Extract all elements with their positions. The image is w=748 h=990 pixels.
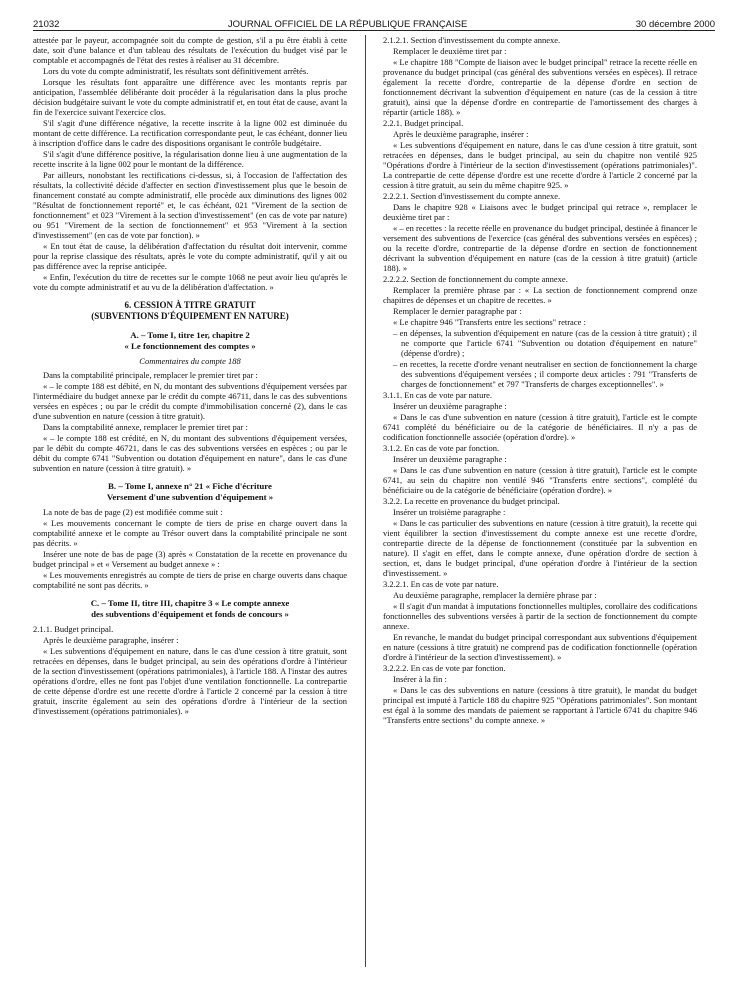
- paragraph: « Le chapitre 946 "Transferts entre les sections" retrace :: [393, 317, 586, 327]
- heading-line: des subventions d'équipement et fonds de concours »: [91, 608, 289, 619]
- paragraph: « En tout état de cause, la délibération d'affectation du résultat doit intervenir, comme pour la reprise classique des résultats, après le vote du compte administratif, qu'il y ait ou pas différence avec la reprise anticipée.: [33, 241, 347, 271]
- paragraph: attestée par le payeur, accompagnée soit du compte de gestion, s'il a pu être établi à cette date, soit d'une balance et d'un tableau des résultats de l'exécution du budget visé par le comptable et accompagnés de l'état des restes à réaliser au 31 décembre.: [33, 35, 347, 65]
- paragraph: Remplacer le dernier paragraphe par :: [393, 306, 522, 316]
- paragraph: « Les subventions d'équipement en nature, dans le cas d'une cession à titre gratuit, sont retracées en dépenses, dans le budget principal, au sein du chapitre non ventilé 925 "Opérations d'ordre à l'intérieur de la section d'investissement (opérations patrimoniales)". La contrepartie de cette dépense d'ordre est une recette d'ordre à l'article 2 concerné par la cession à titre gratuit, au sein du même chapitre 925. »: [383, 140, 697, 190]
- dash-item: – en dépenses, la subvention d'équipement en nature (cas de la cession à titre gratuit) ; il ne comporte que l'article 6741 "Subvention ou dotation d'équipement en nature" (dépense d'ordre) ;: [393, 328, 697, 358]
- paragraph: Après le deuxième paragraphe, insérer :: [393, 129, 529, 139]
- right-column: [383, 35, 697, 726]
- paragraph: « Il s'agit d'un mandat à imputations fonctionnelles multiples, corollaire des codifications fonctionnelles des subventions versées à partir de la section de fonctionnement du compte annexe.: [383, 601, 697, 631]
- paragraph: « Les mouvements concernant le compte de tiers de prise en charge ouvert dans la comptabilité annexe et le compte au Trésor ouvert dans la comptabilité principale ne sont pas décrits. »: [33, 518, 347, 548]
- heading-line: « Le fonctionnement des comptes »: [124, 340, 256, 351]
- column-separator: [365, 35, 366, 967]
- paragraph: S'il s'agit d'une différence positive, la régularisation donne lieu à une augmentation de la recette inscrite à la ligne 002 pour le montant de la différence.: [33, 149, 347, 169]
- subsection-heading-b: [33, 481, 347, 502]
- page-number: 21032: [33, 19, 60, 30]
- heading-line: C. – Tome II, titre III, chapitre 3 « Le compte annexe: [90, 598, 290, 608]
- paragraph: 3.2.2.1. En cas de vote par nature.: [383, 579, 499, 589]
- paragraph: Insérer un deuxième paragraphe :: [393, 454, 507, 464]
- journal-title: JOURNAL OFFICIEL DE LA RÉPUBLIQUE FRANÇAISE: [227, 19, 468, 30]
- commentary-title: Commentaires du compte 188: [139, 356, 241, 366]
- paragraph: 3.1.2. En cas de vote par fonction.: [383, 443, 500, 453]
- paragraph: « Les subventions d'équipement en nature, dans le cas d'une cession à titre gratuit, sont retracées en dépenses, dans le budget principal, au sein des opérations d'ordre à l'intérieur de la section d'investissement (opérations patrimoniales), à l'article 188. A l'instar des autres opérations d'ordre, elles ne font pas l'objet d'une ventilation fonctionnelle. La contrepartie de cette dépense d'ordre est une recette d'ordre à l'article 2 concerné par la cession à titre gratuit, inscrite également au sein des opérations d'ordre à l'intérieur de la section d'investissement (opérations patrimoniales). »: [33, 646, 347, 716]
- paragraph: Dans la comptabilité principale, remplacer le premier tiret par :: [43, 370, 258, 380]
- paragraph: Par ailleurs, nonobstant les rectifications ci-dessus, si, à l'occasion de l'affectation des résultats, la collectivité décide d'affecter en section d'investissement plus que le besoin de financement constaté au compte administratif, elle procède aux diminutions des lignes 002 "Résultat de fonctionnement reporté" et, le cas échéant, 021 "Virement de la section de fonctionnement" et 023 "Virement à la section d'investissement" (en cas de vote par nature) ou 951 "Virement de la section de fonctionnement" et 953 "Virement à la section d'investissement" (en cas de vote par fonction). »: [33, 170, 347, 240]
- heading-line: A. – Tome I, titre 1er, chapitre 2: [130, 330, 250, 340]
- paragraph: Dans le chapitre 928 « Liaisons avec le budget principal qui retrace », remplacer le deuxième tiret par :: [383, 202, 697, 222]
- paragraph: « Dans le cas particulier des subventions en nature (cession à titre gratuit), la recette qui vient équilibrer la section d'investissement du compte annexe est une recette d'ordre, contrepartie directe de la dépense de fonctionnement (constituée par la subvention en nature). Il s'agit en effet, dans le compte annexe, d'une opération d'ordre de section à section, et, dans le budget principal, d'une opération d'ordre à l'intérieur de la section d'investissement. »: [383, 518, 697, 578]
- dash-item: – en recettes, la recette d'ordre venant neutraliser en section de fonctionnement la charge des subventions d'équipement versées ; il comporte deux articles : 791 "Transferts de charges de fonctionnement" et 797 "Transferts de charges exceptionnelles". »: [393, 359, 697, 389]
- paragraph: Dans la comptabilité annexe, remplacer le premier tiret par :: [43, 422, 248, 432]
- paragraph: « – le compte 188 est crédité, en N, du montant des subventions d'équipement versées, par le débit du compte 46721, dans le cas des subventions versées en espèces ; ou par le débit du compte 6741 "Subvention ou dotation d'équipement en nature", dans le cas d'une subvention en nature (cession à titre gratuit). »: [33, 433, 347, 473]
- paragraph: Lors du vote du compte administratif, les résultats sont définitivement arrêtés.: [43, 66, 309, 76]
- paragraph: Insérer une note de bas de page (3) après « Constatation de la recette en provenance du budget principal » et « Versement au budget annexe » :: [33, 549, 347, 569]
- subsection-heading-a: [33, 330, 347, 351]
- paragraph: Remplacer le deuxième tiret par :: [393, 46, 507, 56]
- paragraph: 3.2.2. La recette en provenance du budget principal.: [383, 496, 560, 506]
- paragraph: Insérer un troisième paragraphe :: [393, 507, 506, 517]
- paragraph: 3.1.1. En cas de vote par nature.: [383, 390, 493, 400]
- page-header: [33, 12, 715, 30]
- paragraph: « – le compte 188 est débité, en N, du montant des subventions d'équipement versées par l'intermédiaire du budget annexe par le crédit du compte 46711, dans le cas des subventions versées en espèces ; ou par le crédit du compte d'immobilisation concerné (2), dans le cas d'une subvention en nature (cession à titre gratuit).: [33, 381, 347, 421]
- paragraph: « Les mouvements enregistrés au compte de tiers de prise en charge ouverts dans chaque comptabilité ne sont pas décrits. »: [33, 570, 347, 590]
- paragraph: 2.1.1. Budget principal.: [33, 624, 114, 634]
- subsection-heading-c: [33, 598, 347, 619]
- heading-line: 6. CESSION À TITRE GRATUIT: [124, 300, 256, 310]
- paragraph: 3.2.2.2. En cas de vote par fonction.: [383, 663, 506, 673]
- paragraph: S'il s'agit d'une différence négative, la recette inscrite à la ligne 002 est diminuée du montant de cette différence. La rectification correspondante peut, le cas échéant, donner lieu à inscription d'office dans le cadre des dispositions organisant le contrôle budgétaire.: [33, 118, 347, 148]
- paragraph: Après le deuxième paragraphe, insérer :: [43, 635, 179, 645]
- paragraph: La note de bas de page (2) est modifiée comme suit :: [43, 507, 223, 517]
- paragraph: Lorsque les résultats font apparaître une différence avec les montants repris par anticipation, l'assemblée délibérante doit procéder à la régularisation dans la plus proche décision budgétaire suivant le vote du compte administratif et, en tout état de cause, avant la fin de l'exercice suivant l'exercice clos.: [33, 77, 347, 117]
- paragraph: « Dans le cas d'une subvention en nature (cession à titre gratuit), l'article est le compte 6741 complété du bénéficiaire ou de la catégorie de bénéficiaires. Il n'y a pas de codification fonctionnelle associée (opération d'ordre). »: [383, 412, 697, 442]
- paragraph: 2.2.2.2. Section de fonctionnement du compte annexe.: [383, 274, 568, 284]
- paragraph: « Enfin, l'exécution du titre de recettes sur le compte 1068 ne peut avoir lieu qu'après le vote du compte administratif et au vu de la délibération d'affectation. »: [33, 272, 347, 292]
- heading-line: (SUBVENTIONS D'ÉQUIPEMENT EN NATURE): [91, 311, 289, 321]
- heading-line: B. – Tome I, annexe n° 21 « Fiche d'écriture: [108, 481, 272, 491]
- publication-date: 30 décembre 2000: [635, 19, 715, 30]
- paragraph: Insérer un deuxième paragraphe :: [393, 401, 507, 411]
- paragraph: « Dans le cas d'une subvention en nature (cession à titre gratuit), l'article est le compte 6741, au sein du chapitre non ventilé 946 "Transferts entre sections", complété du bénéficiaire ou de la catégorie de bénéficiaire (opération d'ordre). »: [383, 465, 697, 495]
- paragraph: 2.1.2.1. Section d'investissement du compte annexe.: [383, 35, 561, 45]
- paragraph: Remplacer la première phrase par : « La section de fonctionnement comprend onze chapitres de dépenses et un chapitre de recettes. »: [383, 285, 697, 305]
- left-column: [33, 35, 347, 717]
- paragraph: « Le chapitre 188 "Compte de liaison avec le budget principal" retrace la recette réelle en provenance du budget principal (cas général des subventions versées en espèces). Il retrace également la recette d'ordre, contrepartie de la dépense d'ordre en section de fonctionnement décrivant la subvention d'équipement en nature (cas de la cession à titre gratuit), ainsi que la dépense d'ordre en contrepartie de l'amortissement des charges à répartir (article 188). »: [383, 57, 697, 117]
- paragraph: Insérer à la fin :: [393, 674, 447, 684]
- paragraph: « – en recettes : la recette réelle en provenance du budget principal, destinée à financer le versement des subventions de l'exercice (cas général des subventions versées en espèces) ; ou la recette d'ordre, contrepartie de la dépense d'ordre en section de fonctionnement décrivant la subvention d'équipement en nature (cas de la cession à titre gratuit) (article 188). »: [383, 223, 697, 273]
- paragraph: En revanche, le mandat du budget principal correspondant aux subventions d'équipement en nature (cessions à titre gratuit) ne comprend pas de codification fonctionnelle (opération d'ordre à l'intérieur de la section d'investissement). »: [383, 632, 697, 662]
- heading-line: Versement d'une subvention d'équipement »: [106, 491, 274, 502]
- paragraph: 2.2.1. Budget principal.: [383, 118, 464, 128]
- paragraph: 2.2.2.1. Section d'investissement du compte annexe.: [383, 191, 561, 201]
- paragraph: « Dans le cas des subventions en nature (cessions à titre gratuit), le mandat du budget principal est imputé à l'article 188 du chapitre 925 "Opérations patrimoniales". Son montant est égal à la somme des mandats de paiement se rapportant à l'article 6741 du chapitre 946 "Transferts entre sections" du compte annexe. »: [383, 685, 697, 725]
- paragraph: Au deuxième paragraphe, remplacer la dernière phrase par :: [393, 590, 597, 600]
- section-heading-6: [33, 300, 347, 322]
- header-rule: [33, 30, 715, 31]
